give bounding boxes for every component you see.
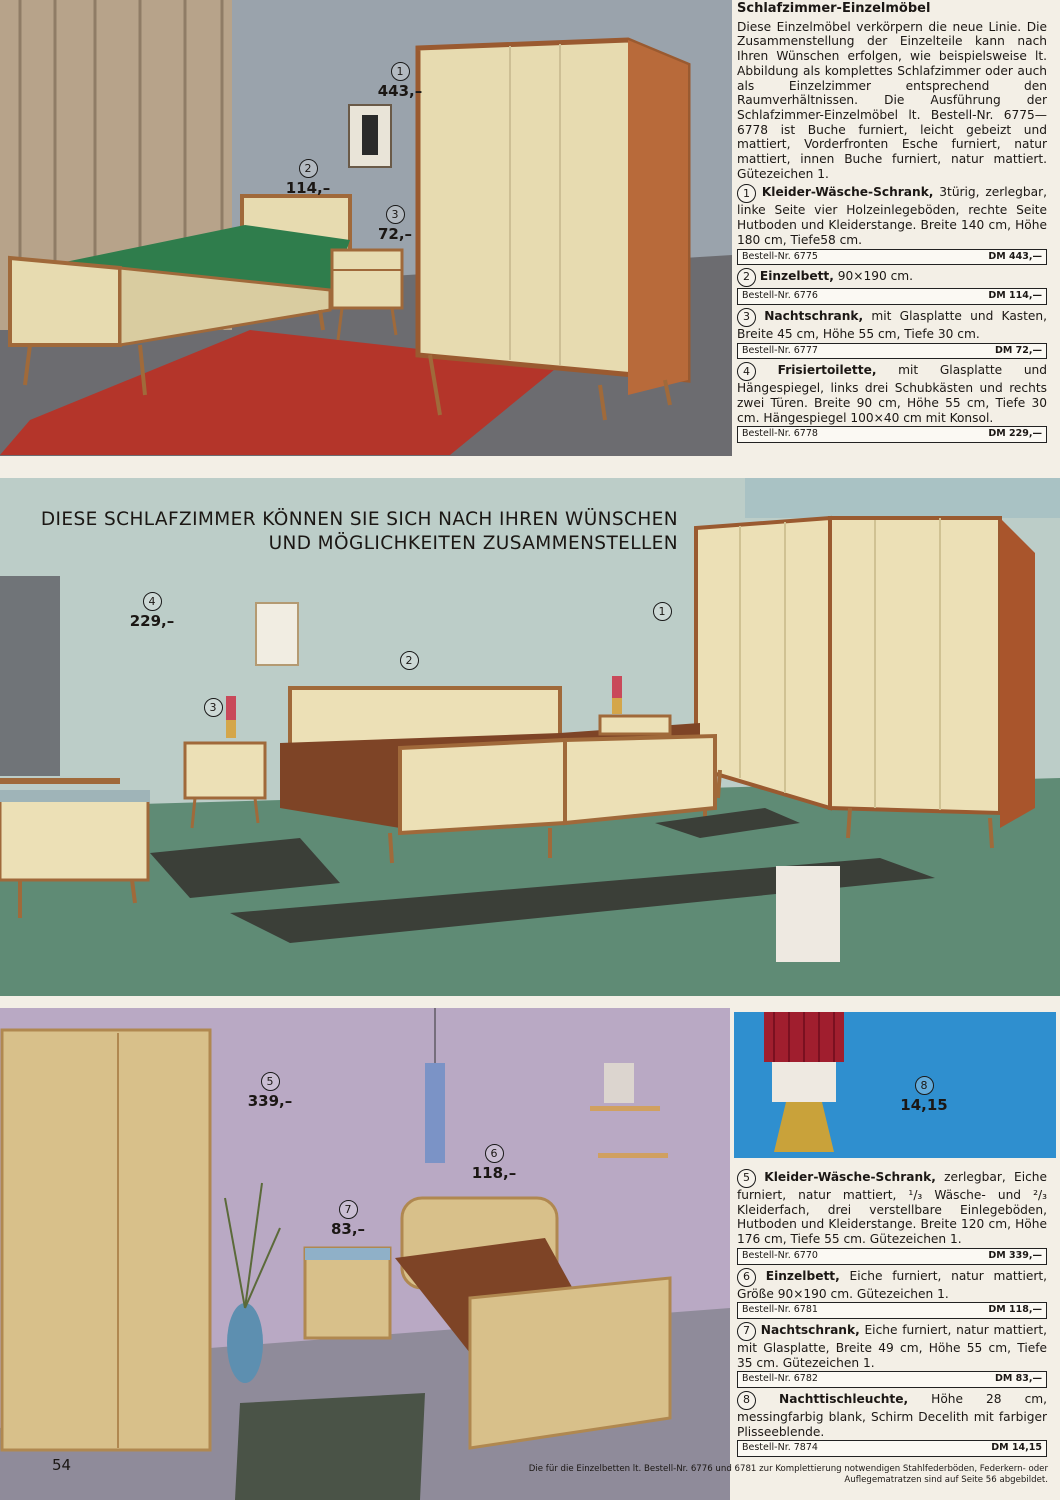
footnote: Die für die Einzelbetten lt. Bestell-Nr. 6776 und 6781 zur Komplettierung notwendigen Stahlfederböden, Federkern- oder Auflegematratzen sind auf Seite 56 abgebildet. bbox=[528, 1464, 1048, 1485]
item-number: 4 bbox=[737, 362, 756, 381]
item-number: 8 bbox=[737, 1391, 756, 1410]
order-number: Bestell-Nr. 6782 bbox=[742, 1373, 818, 1385]
order-price: DM 83,— bbox=[995, 1373, 1042, 1385]
order-price: DM 72,— bbox=[995, 344, 1042, 356]
number-badge: 6 bbox=[485, 1144, 504, 1163]
photo-middle-bedroom bbox=[0, 478, 1060, 996]
item-6 bbox=[737, 1268, 1047, 1319]
price-text: 83,– bbox=[330, 1220, 366, 1238]
price-label-wardrobe bbox=[375, 60, 425, 100]
order-number: Bestell-Nr. 6776 bbox=[742, 290, 818, 302]
item-name: Kleider-Wäsche-Schrank, bbox=[764, 1170, 936, 1185]
item-name: Nachtschrank, bbox=[760, 1323, 860, 1338]
number-badge: 5 bbox=[261, 1072, 280, 1091]
order-box bbox=[737, 288, 1047, 305]
item-7 bbox=[737, 1322, 1047, 1388]
section-heading: Schlafzimmer-Einzelmöbel bbox=[737, 1, 931, 16]
price-label-nightstand bbox=[370, 203, 420, 243]
item-desc: mit Glasplatte und Kasten, Breite 45 cm, Höhe 55 cm, Tiefe 30 cm. bbox=[737, 309, 1048, 341]
price-text: 72,– bbox=[377, 225, 413, 243]
item-name: Einzelbett, bbox=[765, 1268, 840, 1283]
item-number: 1 bbox=[737, 184, 756, 203]
item-desc: 90×190 cm. bbox=[837, 269, 914, 284]
order-number: Bestell-Nr. 6770 bbox=[742, 1249, 818, 1261]
text-column-bottom bbox=[737, 1166, 1047, 1459]
order-box bbox=[737, 1440, 1047, 1457]
number-badge: 1 bbox=[653, 602, 672, 621]
item-name: Einzelbett, bbox=[759, 269, 834, 284]
order-box bbox=[737, 1248, 1047, 1265]
number-badge: 7 bbox=[339, 1200, 358, 1219]
order-number: Bestell-Nr. 7874 bbox=[742, 1442, 818, 1454]
page-headline bbox=[30, 508, 678, 556]
text-column-top bbox=[737, 2, 1047, 445]
photo-bottom-illustration bbox=[0, 1008, 730, 1500]
photo-bottom-bedroom bbox=[0, 1008, 730, 1500]
order-box bbox=[737, 343, 1047, 360]
item-4 bbox=[737, 362, 1047, 443]
order-price: DM 114,— bbox=[988, 290, 1042, 302]
item-8 bbox=[737, 1391, 1047, 1457]
item-name: Kleider-Wäsche-Schrank, bbox=[761, 185, 934, 200]
price-text: 118,– bbox=[471, 1164, 517, 1182]
number-badge: 4 bbox=[143, 592, 162, 611]
item-desc: zerlegbar, Eiche furniert, natur mattiert, ¹/₃ Wäsche- und ²/₃ Kleiderfach, drei verstellbare Einlegeböden, Hutboden und Kleiderstange. Breite 120 cm, Höhe 176 cm, Tiefe 55 cm. Gütezeichen 1. bbox=[737, 1170, 1047, 1247]
price-label-nightstand-oak bbox=[318, 1198, 378, 1238]
number-badge: 1 bbox=[391, 62, 410, 81]
label-wardrobe bbox=[650, 600, 674, 621]
item-name: Nachtschrank, bbox=[764, 309, 864, 324]
item-number: 7 bbox=[737, 1322, 756, 1341]
headline-line-2: UND MÖGLICHKEITEN ZUSAMMENSTELLEN bbox=[268, 533, 678, 554]
intro-text: Diese Einzelmöbel verkörpern die neue Linie. Die Zusammenstellung der Einzelteile kann nach Ihren Wünschen erfolgen, wie beispielsweise lt. Abbildung als komplettes Schlafzimmer oder auch als Einzelzimmer entsprechend den Raumverhältnissen. Die Ausführung der Schlafzimmer-Einzelmöbel lt. Bestell-Nr. 6775—6778 ist Buche furniert, leicht gebeizt und mattiert, Vorderfronten Esche furniert, natur mattiert, innen Buche furniert, natur mattiert. Gütezeichen 1. bbox=[737, 19, 1047, 181]
item-desc: Höhe 28 cm, messingfarbig blank, Schirm Decelith mit farbiger Plisseeblende. bbox=[737, 1392, 1048, 1439]
item-2 bbox=[737, 268, 1047, 305]
item-number: 6 bbox=[737, 1268, 756, 1287]
price-text: 114,– bbox=[285, 179, 331, 197]
order-price: DM 14,15 bbox=[991, 1442, 1042, 1454]
price-label-wardrobe-oak bbox=[240, 1070, 300, 1110]
order-number: Bestell-Nr. 6775 bbox=[742, 250, 818, 262]
headline-line-1: DIESE SCHLAFZIMMER KÖNNEN SIE SICH NACH IHREN WÜNSCHEN bbox=[40, 509, 678, 530]
price-label-lamp bbox=[894, 1074, 954, 1114]
order-box bbox=[737, 1302, 1047, 1319]
item-number: 2 bbox=[737, 268, 756, 287]
number-badge: 3 bbox=[204, 698, 223, 717]
item-desc: Eiche furniert, natur mattiert, Größe 90×190 cm. Gütezeichen 1. bbox=[737, 1268, 1047, 1301]
item-number: 3 bbox=[737, 308, 756, 327]
order-number: Bestell-Nr. 6778 bbox=[742, 428, 818, 440]
order-price: DM 118,— bbox=[988, 1304, 1042, 1316]
label-nightstand bbox=[201, 696, 225, 717]
item-5 bbox=[737, 1169, 1047, 1265]
label-bed bbox=[397, 649, 421, 670]
order-price: DM 443,— bbox=[988, 250, 1042, 262]
page-number: 54 bbox=[52, 1456, 72, 1474]
number-badge: 3 bbox=[386, 205, 405, 224]
photo-top-illustration bbox=[0, 0, 732, 456]
number-badge: 2 bbox=[299, 159, 318, 178]
item-desc: mit Glasplatte und Hängespiegel, links drei Schubkästen und rechts zwei Türen. Breite 90 cm, Höhe 55 cm, Tiefe 30 cm. Hängespiegel 100×40 cm mit Konsol. bbox=[737, 363, 1048, 425]
price-text: 443,– bbox=[377, 82, 423, 100]
item-name: Nachttischleuchte, bbox=[779, 1392, 909, 1407]
order-number: Bestell-Nr. 6781 bbox=[742, 1304, 818, 1316]
item-3 bbox=[737, 308, 1047, 359]
order-box bbox=[737, 1371, 1047, 1388]
item-1 bbox=[737, 184, 1047, 265]
item-number: 5 bbox=[737, 1169, 756, 1188]
order-box bbox=[737, 426, 1047, 443]
order-price: DM 339,— bbox=[988, 1249, 1042, 1261]
price-label-dresser bbox=[122, 590, 182, 630]
item-desc: Eiche furniert, natur mattiert, mit Glasplatte, Breite 49 cm, Höhe 55 cm, Tiefe 35 cm. Gütezeichen 1. bbox=[737, 1323, 1048, 1370]
photo-top-bedroom bbox=[0, 0, 732, 456]
item-name: Frisiertoilette, bbox=[777, 363, 877, 378]
order-number: Bestell-Nr. 6777 bbox=[742, 344, 818, 356]
number-badge: 8 bbox=[915, 1076, 934, 1095]
number-badge: 2 bbox=[400, 651, 419, 670]
order-price: DM 229,— bbox=[988, 428, 1042, 440]
price-text: 229,– bbox=[129, 612, 175, 630]
price-label-bed bbox=[283, 157, 333, 197]
price-label-bed-oak bbox=[464, 1142, 524, 1182]
price-text: 339,– bbox=[247, 1092, 293, 1110]
photo-lamp bbox=[734, 1012, 1056, 1158]
item-desc: 3türig, zerlegbar, linke Seite vier Holzeinlegeböden, rechte Seite Hutboden und Kleiderstange. Breite 140 cm, Höhe 180 cm, Tiefe58 cm. bbox=[737, 185, 1047, 247]
order-box bbox=[737, 249, 1047, 266]
price-text: 14,15 bbox=[900, 1096, 948, 1114]
